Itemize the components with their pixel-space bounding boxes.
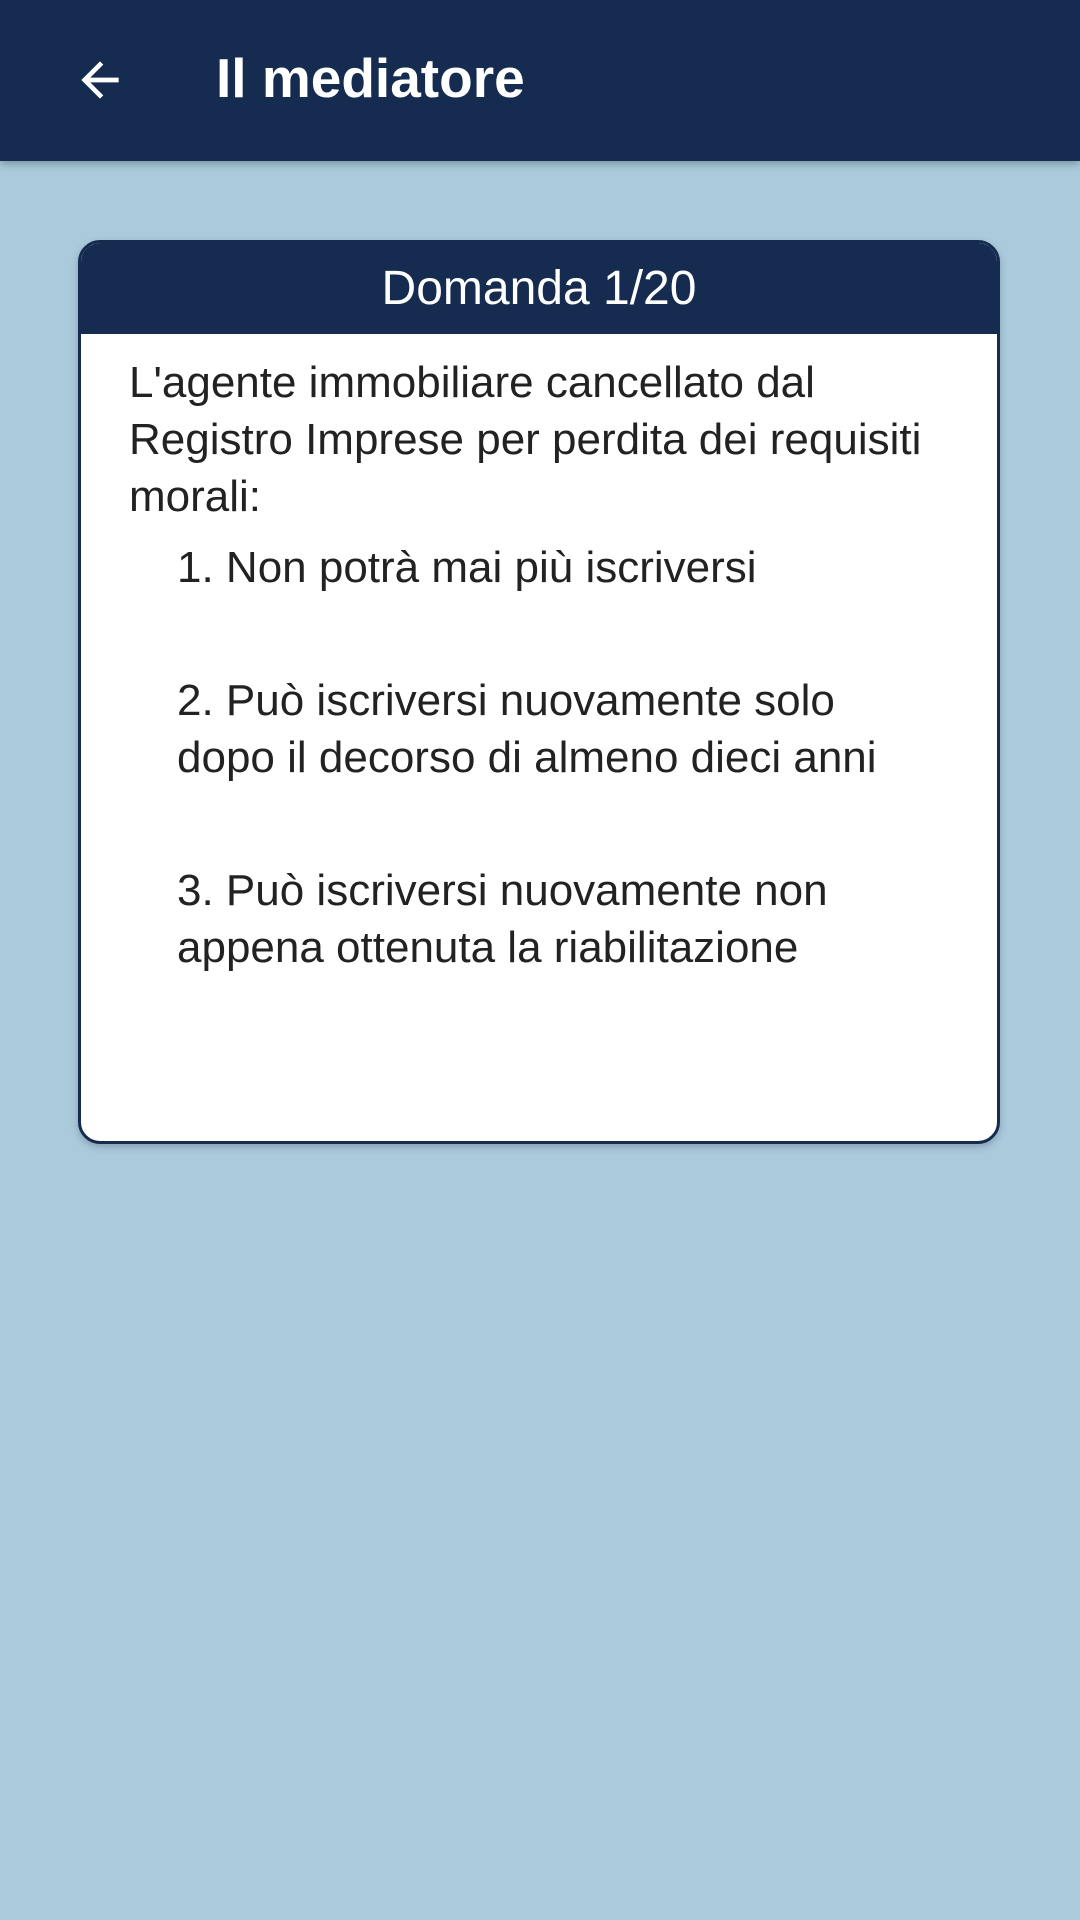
- back-button[interactable]: [52, 32, 148, 128]
- app-bar: [0, 0, 1080, 161]
- answer-option-2[interactable]: 2. Può iscriversi nuovamente solo dopo il decorso di almeno dieci anni: [177, 676, 877, 782]
- answer-option-3[interactable]: 3. Può iscriversi nuovamente non appena ottenuta la riabilitazione: [177, 866, 828, 972]
- page-title: Il mediatore: [216, 47, 525, 109]
- question-counter: Domanda 1/20: [81, 243, 997, 334]
- question-text: L'agente immobiliare cancellato dal Registro Imprese per perdita dei requisiti morali:: [129, 358, 922, 521]
- arrow-left-icon: [72, 52, 128, 108]
- answer-option-1[interactable]: 1. Non potrà mai più iscriversi: [177, 543, 757, 592]
- question-card: [78, 240, 1000, 1144]
- answer-list: [81, 525, 997, 990]
